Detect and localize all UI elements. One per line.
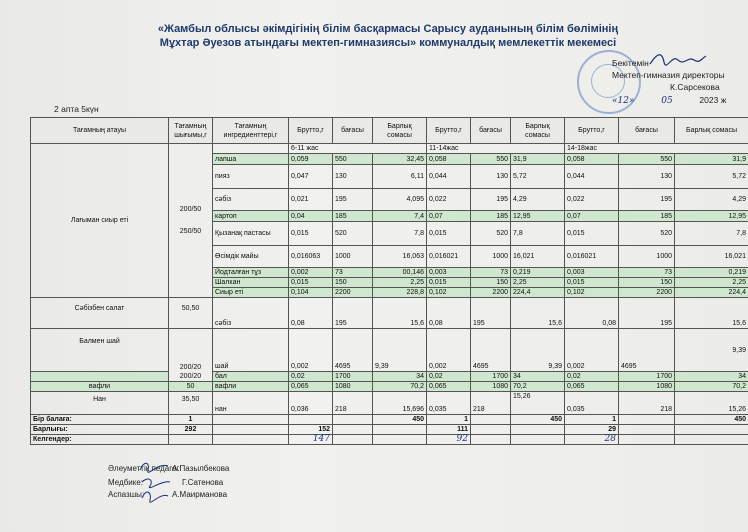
cell: 16,021 (675, 246, 748, 268)
approval-title: Бекітемін (612, 58, 649, 68)
cell: 0,02 (427, 372, 471, 382)
col-header: Тағамның ингредиенттері,г (213, 118, 289, 144)
footer-role: Аспазшы: (108, 490, 145, 499)
dish-name: Лағыман сиыр еті (31, 144, 169, 298)
dish-name: Сәбізбен салат (31, 298, 169, 329)
cell: 2200 (619, 288, 675, 298)
cell: 0,022 (427, 189, 471, 211)
dish-output (169, 144, 213, 298)
table-row (31, 392, 748, 415)
cell: 6,11 (373, 165, 427, 189)
cell: 1000 (471, 246, 511, 268)
approval-name: К.Сарсекова (670, 82, 720, 92)
cell: 450 (373, 415, 427, 425)
ingredient: Өсімдік майы (213, 246, 289, 268)
ingredient: Шалкан (213, 278, 289, 288)
cell: 15,26 (675, 392, 748, 415)
cell: 185 (619, 211, 675, 222)
cell: 150 (333, 278, 373, 288)
cell: 0,047 (289, 165, 333, 189)
cell: 1 (565, 415, 619, 425)
cell: 550 (619, 154, 675, 165)
cell: 130 (619, 165, 675, 189)
table-row (31, 329, 748, 372)
cell: 00,146 (373, 268, 427, 278)
dish-output-1: 200/50 (179, 205, 202, 213)
cell: 7,8 (511, 222, 565, 246)
header-line-1: «Жамбыл облысы әкімдігінің білім басқармасы Сарысу ауданының білім бөлімінің (157, 23, 619, 35)
cell: 16,063 (373, 246, 427, 268)
footer-name: А.Пазылбекова (172, 464, 230, 473)
cell: 4695 (471, 329, 511, 372)
cell: 130 (333, 165, 373, 189)
cell: 0,08 (289, 298, 333, 329)
cell: 0,02 (565, 372, 619, 382)
col-header: Барлық сомасы (675, 118, 748, 144)
cell: 1700 (333, 372, 373, 382)
cell: 0,015 (427, 278, 471, 288)
week-label: 2 апта 5күн (54, 104, 99, 114)
cell: 1700 (619, 372, 675, 382)
handwritten-count: 28 (565, 435, 619, 445)
cell: 4,29 (675, 189, 748, 211)
cell: 70,2 (511, 382, 565, 392)
table-row (31, 382, 748, 392)
cell: 0,058 (565, 154, 619, 165)
ingredient: Йодталған тұз (213, 268, 289, 278)
cell: 9,39 (373, 329, 427, 372)
cell: 0,04 (289, 211, 333, 222)
ingredient: сәбіз (213, 189, 289, 211)
cell: 16,021 (511, 246, 565, 268)
cell: 0,07 (565, 211, 619, 222)
total-label: Барлығы: (31, 425, 169, 435)
cell: 0,044 (565, 165, 619, 189)
cell: 7,4 (373, 211, 427, 222)
ingredient: вафли (213, 382, 289, 392)
cell: 0,08 (427, 298, 471, 329)
cell: 9,39 (511, 329, 565, 372)
cell: 4695 (619, 329, 675, 372)
cell: 0,002 (289, 268, 333, 278)
handwritten-count: 92 (427, 435, 471, 445)
table-row (31, 372, 748, 382)
cell: 195 (333, 189, 373, 211)
age-group-row (31, 144, 748, 154)
cell: 34 (373, 372, 427, 382)
empty-cell (213, 144, 289, 154)
cell: 31,9 (675, 154, 748, 165)
cell: 7,8 (373, 222, 427, 246)
dish-output: 50,50 (169, 298, 213, 329)
cell: 2,25 (373, 278, 427, 288)
cell: 2,25 (511, 278, 565, 288)
cell: 0,035 (565, 392, 619, 415)
ingredient: картоп (213, 211, 289, 222)
approval-date-year: 2023 ж (699, 95, 727, 105)
cell: 450 (511, 415, 565, 425)
cell: 0,002 (289, 329, 333, 372)
cell: 15,6 (373, 298, 427, 329)
cell: 520 (333, 222, 373, 246)
dish-output: 35,50 (169, 392, 213, 415)
col-header: Брутто,г (289, 118, 333, 144)
cell: 2200 (333, 288, 373, 298)
cell: 0,015 (289, 278, 333, 288)
cell: 0,036 (289, 392, 333, 415)
director-signature (648, 50, 708, 68)
cell: 4695 (333, 329, 373, 372)
cell: 1 (169, 415, 213, 425)
cell: 150 (471, 278, 511, 288)
cell: 185 (333, 211, 373, 222)
cell: 0,003 (427, 268, 471, 278)
footer-role: Медбике: (108, 478, 144, 487)
dish-output-1: 200/20 (179, 364, 202, 371)
col-header: бағасы (333, 118, 373, 144)
cell: 228,8 (373, 288, 427, 298)
col-header: Тағамның шығымы,г (169, 118, 213, 144)
ingredient: пияз (213, 165, 289, 189)
cell: 1700 (471, 372, 511, 382)
cell: 185 (471, 211, 511, 222)
cell: 1080 (333, 382, 373, 392)
cell: 0,015 (427, 222, 471, 246)
col-header: Тағамның атауы (31, 118, 169, 144)
cell: 4,095 (373, 189, 427, 211)
header-line-2: Мұхтар Әуезов атындағы мектеп-гимназиясы» коммуналдық мемлекеттік мекемесі (159, 37, 617, 49)
col-header: Брутто,г (427, 118, 471, 144)
cell: 34 (511, 372, 565, 382)
cell: 73 (333, 268, 373, 278)
total-label: Келгендер: (31, 435, 169, 445)
cell: 218 (333, 392, 373, 415)
col-header: Барлық сомасы (511, 118, 565, 144)
cell: 0,065 (427, 382, 471, 392)
ingredient: шай (213, 329, 289, 372)
cell: 1000 (333, 246, 373, 268)
footer-name: А.Маирманова (172, 490, 228, 499)
cell: 550 (333, 154, 373, 165)
cell: 2,25 (675, 278, 748, 288)
cell: 195 (619, 189, 675, 211)
cell: 0,058 (427, 154, 471, 165)
cell: 218 (471, 392, 511, 415)
footer-role: Әлеуметтік педагог: (108, 464, 182, 473)
came-row (31, 435, 748, 445)
ingredient: лапша (213, 154, 289, 165)
cell: 0,015 (565, 278, 619, 288)
cell: 15,26 (511, 392, 565, 415)
dish-name: Нан (31, 392, 169, 415)
handwritten-count: 147 (289, 435, 333, 445)
cell: 195 (471, 189, 511, 211)
cell: 0,102 (565, 288, 619, 298)
per-child-row (31, 415, 748, 425)
cell: 29 (565, 425, 619, 435)
cell: 7,8 (675, 222, 748, 246)
cell: 0,02 (289, 372, 333, 382)
cell: 195 (471, 298, 511, 329)
cell: 5,72 (675, 165, 748, 189)
approval-date-month: 05 (661, 96, 673, 106)
cell: 0,219 (675, 268, 748, 278)
cell: 550 (471, 154, 511, 165)
cell: 15,6 (511, 298, 565, 329)
cell: 15,696 (373, 392, 427, 415)
cell: 450 (675, 415, 748, 425)
cell: 195 (333, 298, 373, 329)
table-row (31, 298, 748, 329)
cell: 12,95 (675, 211, 748, 222)
cell: 0,002 (427, 329, 471, 372)
cell: 12,95 (511, 211, 565, 222)
cell: 224,4 (675, 288, 748, 298)
cell: 224,4 (511, 288, 565, 298)
age-group: 14-18жас (565, 144, 748, 154)
col-header: Брутто,г (565, 118, 619, 144)
dish-output (169, 329, 213, 382)
cell: 0,035 (427, 392, 471, 415)
cell: 2200 (471, 288, 511, 298)
approval-position: Мектеп-гимназия директоры (612, 70, 725, 80)
ingredient: Қызанақ пастасы (213, 222, 289, 246)
totals-row (31, 425, 748, 435)
cell: 292 (169, 425, 213, 435)
ingredient: сәбіз (213, 298, 289, 329)
cell: 31,9 (511, 154, 565, 165)
age-group: 6-11 жас (289, 144, 427, 154)
ingredient: бал (213, 372, 289, 382)
cell: 0,044 (427, 165, 471, 189)
cell: 9,39 (675, 329, 748, 372)
cell: 0,065 (289, 382, 333, 392)
cell: 32,45 (373, 154, 427, 165)
approval-date (612, 95, 726, 106)
cell: 152 (289, 425, 333, 435)
cell: 218 (619, 392, 675, 415)
cell: 0,219 (511, 268, 565, 278)
cell: 0,07 (427, 211, 471, 222)
cell: 150 (619, 278, 675, 288)
col-header: бағасы (619, 118, 675, 144)
cell: 0,016021 (427, 246, 471, 268)
ingredient: Сиыр еті (213, 288, 289, 298)
cell: 0,002 (565, 329, 619, 372)
staff-signatures (138, 458, 172, 506)
cell: 1000 (619, 246, 675, 268)
footer-name: Г.Сатенова (182, 478, 224, 487)
cell: 0,022 (565, 189, 619, 211)
empty-cell (31, 372, 169, 382)
cell: 520 (471, 222, 511, 246)
cell: 0,08 (565, 298, 619, 329)
dish-output-2: 200/20 (179, 373, 202, 380)
cell: 1080 (471, 382, 511, 392)
cell: 0,015 (565, 222, 619, 246)
age-group: 11-14жас (427, 144, 565, 154)
cell: 73 (471, 268, 511, 278)
cell: 0,065 (565, 382, 619, 392)
cell: 4,29 (511, 189, 565, 211)
col-header: Барлық сомасы (373, 118, 427, 144)
cell: 195 (619, 298, 675, 329)
cell: 70,2 (373, 382, 427, 392)
table-header-row (31, 118, 748, 144)
cell: 1 (427, 415, 471, 425)
dish-name: Балмен шай (31, 329, 169, 372)
cell: 73 (619, 268, 675, 278)
cell: 1080 (619, 382, 675, 392)
cell: 111 (427, 425, 471, 435)
cell: 34 (675, 372, 748, 382)
cell: 0,015 (289, 222, 333, 246)
dish-name: вафли (31, 382, 169, 392)
cell: 5,72 (511, 165, 565, 189)
approval-date-day: «12» (612, 96, 635, 106)
dish-output-2: 250/50 (179, 227, 202, 235)
cell: 0,102 (427, 288, 471, 298)
document-header (148, 22, 628, 50)
cell: 0,016021 (565, 246, 619, 268)
cell: 130 (471, 165, 511, 189)
ingredient: нан (213, 392, 289, 415)
cell: 0,021 (289, 189, 333, 211)
cell: 15,6 (675, 298, 748, 329)
cell: 0,059 (289, 154, 333, 165)
menu-table (30, 117, 748, 445)
cell: 0,104 (289, 288, 333, 298)
col-header: бағасы (471, 118, 511, 144)
cell: 70,2 (675, 382, 748, 392)
cell: 0,016063 (289, 246, 333, 268)
total-label: Бір балаға: (31, 415, 169, 425)
cell: 520 (619, 222, 675, 246)
dish-output: 50 (169, 382, 213, 392)
cell: 0,003 (565, 268, 619, 278)
